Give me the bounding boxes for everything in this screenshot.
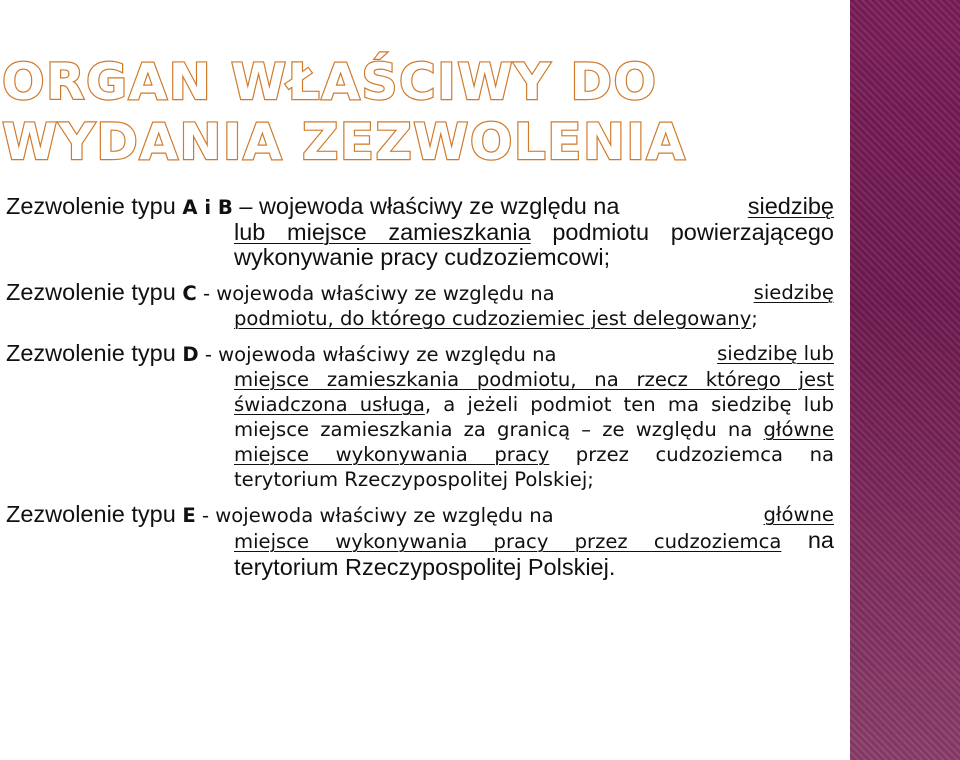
content xyxy=(6,194,834,592)
type-label: A i B xyxy=(182,196,233,219)
list-item: Zezwolenie typu A i B – wojewoda właściwy ze względu na siedzibę lub miejsce zamieszkania podmiotu powierzającego wykonywanie pracy cudzoziemcowi; xyxy=(6,193,834,270)
link-text: miejsce zamieszkania podmiotu, na rzecz którego jest świadczona usługa xyxy=(234,368,834,416)
list-item: Zezwolenie typu C - wojewoda właściwy ze względu na siedzibę podmiotu, do którego cudzoziemiec jest delegowany; xyxy=(6,279,834,330)
link-text: lub miejsce zamieszkania xyxy=(234,219,531,245)
list-item: Zezwolenie typu D - wojewoda właściwy ze względu na siedzibę lub miejsce zamieszkania podmiotu, na rzecz którego jest świadczona usługa, a jeżeli podmiot ten ma siedzibę lub miejsce zamieszkania za granicą – ze względu na główne miejsce wykonywania pracy przez cudzoziemca na terytorium Rzeczypospolitej Polskiej; xyxy=(6,340,835,491)
link-text: siedzibę lub xyxy=(717,342,834,365)
type-label: D xyxy=(182,343,199,366)
link-text: siedzibę xyxy=(747,193,834,219)
link-text: siedzibę xyxy=(753,281,834,304)
link-text: główne miejsce wykonywania pracy xyxy=(234,418,834,466)
link-text: podmiotu, do którego cudzoziemiec jest delegowany xyxy=(234,307,752,330)
type-label: C xyxy=(182,282,197,305)
link-text: główne xyxy=(763,503,834,526)
page-title: ORGAN WŁAŚCIWY DO WYDANIA ZEZWOLENIA xyxy=(2,53,687,171)
decorative-sidebar xyxy=(850,0,960,760)
link-text: miejsce wykonywania pracy przez cudzoziemca xyxy=(234,530,782,553)
type-label: E xyxy=(182,504,196,527)
list-item: Zezwolenie typu E - wojewoda właściwy ze względu na główne miejsce wykonywania pracy przez cudzoziemca na terytorium Rzeczypospolitej Polskiej. xyxy=(6,501,835,580)
